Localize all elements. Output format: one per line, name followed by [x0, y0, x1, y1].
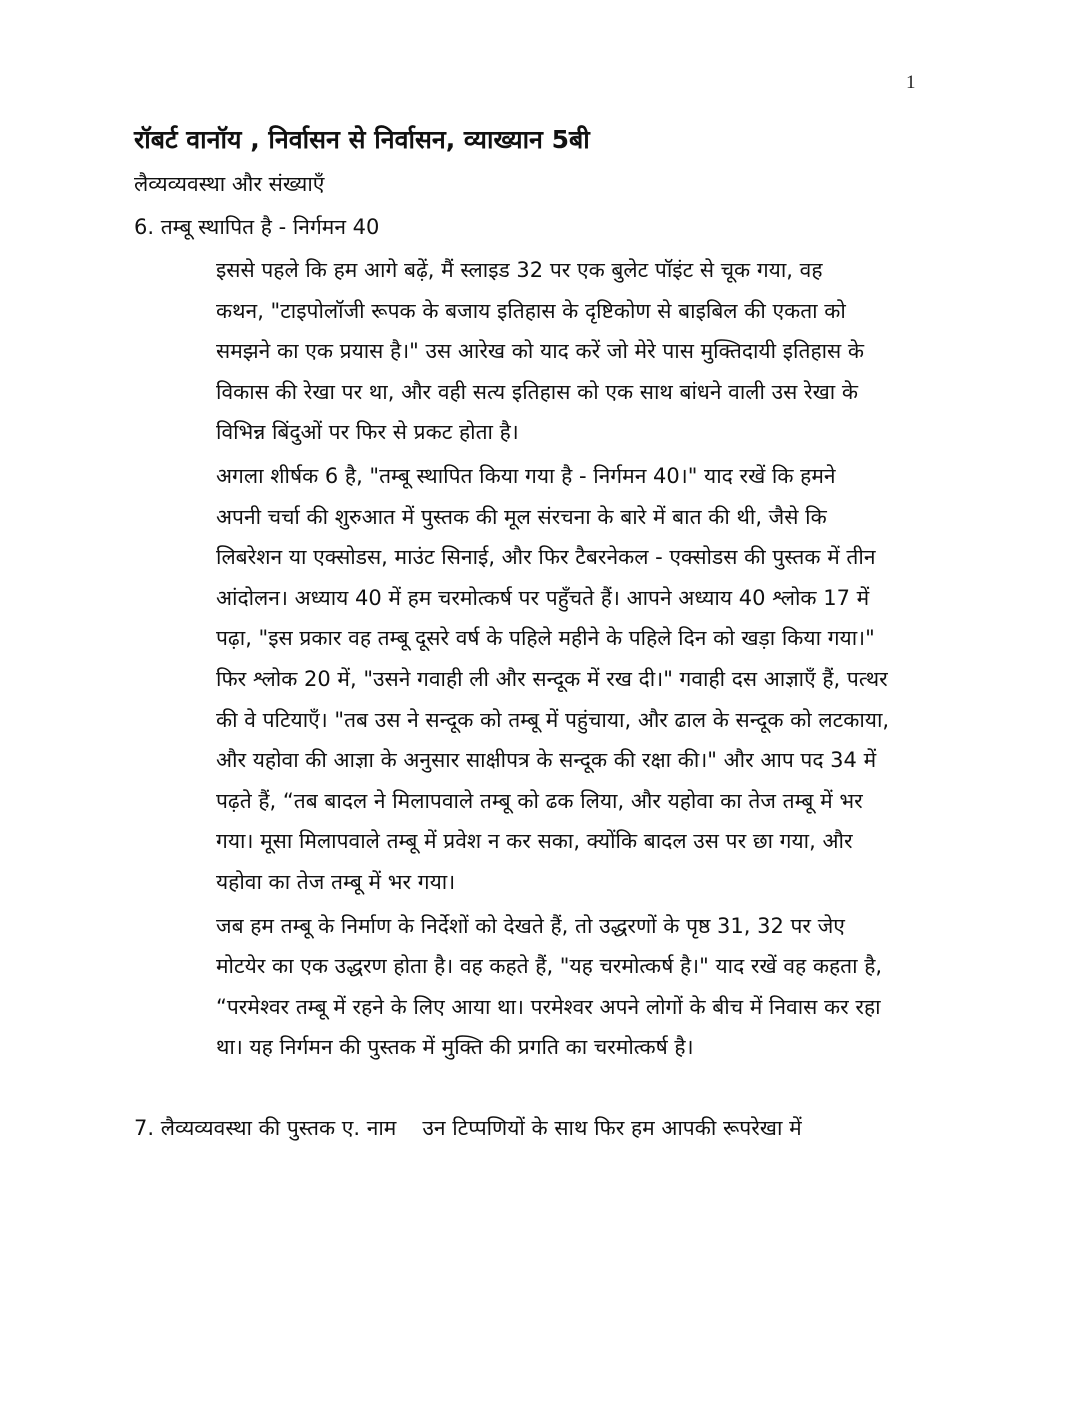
paragraph-line: अपनी चर्चा की शुरुआत में पुस्तक की मूल संरचना के बारे में बात की थी, जैसे कि [216, 504, 827, 529]
paragraph-line: पढ़ते हैं, “तब बादल ने मिलापवाले तम्बू को ढक लिया, और यहोवा का तेज तम्बू में भर [216, 788, 863, 813]
paragraph-3 [134, 906, 924, 1068]
paragraph-line: की वे पटियाएँ। "तब उस ने सन्दूक को तम्बू में पहुंचाया, और ढाल के सन्दूक को लटकाया, [216, 707, 890, 732]
paragraph-line: लिबरेशन या एक्सोडस, माउंट सिनाई, और फिर टैबरनेकल - एक्सोडस की पुस्तक में तीन [216, 545, 876, 570]
paragraph-line: फिर श्लोक 20 में, "उसने गवाही ली और सन्दूक में रख दी।" गवाही दस आज्ञाएँ हैं, पत्थर [216, 666, 888, 691]
paragraph-line: और यहोवा की आज्ञा के अनुसार साक्षीपत्र के सन्दूक की रक्षा की।" और आप पद 34 में [216, 748, 877, 773]
document-body [134, 118, 924, 1148]
paragraph-1 [134, 250, 924, 453]
next-section-heading: 7. लैव्यव्यवस्था की पुस्तक ए. नाम [134, 1115, 397, 1140]
document-subtitle: लैव्यव्यवस्था और संख्याएँ [134, 172, 325, 196]
paragraph-line: मोटयेर का एक उद्धरण होता है। वह कहते हैं, "यह चरमोत्कर्ष है।" याद रखें वह कहता है, [216, 954, 883, 979]
paragraph-line: आंदोलन। अध्याय 40 में हम चरमोत्कर्ष पर पहुँचते हैं। आपने अध्याय 40 श्लोक 17 में [216, 585, 870, 610]
section-heading: 6. तम्बू स्थापित है - निर्गमन 40 [134, 215, 380, 239]
page-number: 1 [906, 72, 916, 93]
paragraph-line: जब हम तम्बू के निर्माण के निर्देशों को देखते हैं, तो उद्धरणों के पृष्ठ 31, 32 पर जेए [216, 913, 845, 938]
paragraph-line: विकास की रेखा पर था, और वही सत्य इतिहास को एक साथ बांधने वाली उस रेखा के [216, 379, 859, 404]
paragraph-line: समझने का एक प्रयास है।" उस आरेख को याद करें जो मेरे पास मुक्तिदायी इतिहास के [216, 339, 865, 364]
paragraph-line: यहोवा का तेज तम्बू में भर गया। [216, 869, 456, 894]
paragraph-line: इससे पहले कि हम आगे बढ़ें, मैं स्लाइड 32 पर एक बुलेट पॉइंट से चूक गया, वह [216, 258, 823, 282]
paragraph-line: कथन, "टाइपोलॉजी रूपक के बजाय इतिहास के दृष्टिकोण से बाइबिल की एकता को [216, 298, 846, 323]
paragraph-2 [134, 456, 924, 903]
document-title: रॉबर्ट वानॉय , निर्वासन से निर्वासन, व्याख्यान 5बी [134, 125, 590, 154]
next-section-line [134, 1108, 924, 1148]
paragraph-line: था। यह निर्गमन की पुस्तक में मुक्ति की प्रगति का चरमोत्कर्ष है। [216, 1035, 694, 1060]
paragraph-line: “परमेश्वर तम्बू में रहने के लिए आया था। परमेश्वर अपने लोगों के बीच में निवास कर रहा [216, 994, 881, 1019]
paragraph-line: गया। मूसा मिलापवाले तम्बू में प्रवेश न कर सका, क्योंकि बादल उस पर छा गया, और [216, 829, 853, 854]
paragraph-line: अगला शीर्षक 6 है, "तम्बू स्थापित किया गया है - निर्गमन 40।" याद रखें कि हमने [216, 463, 836, 488]
paragraph-line: पढ़ा, "इस प्रकार वह तम्बू दूसरे वर्ष के पहिले महीने के पहिले दिन को खड़ा किया गया।" [216, 626, 875, 651]
paragraph-line: विभिन्न बिंदुओं पर फिर से प्रकट होता है। [216, 420, 519, 445]
next-section-text: उन टिप्पणियों के साथ फिर हम आपकी रूपरेखा में [422, 1115, 802, 1140]
